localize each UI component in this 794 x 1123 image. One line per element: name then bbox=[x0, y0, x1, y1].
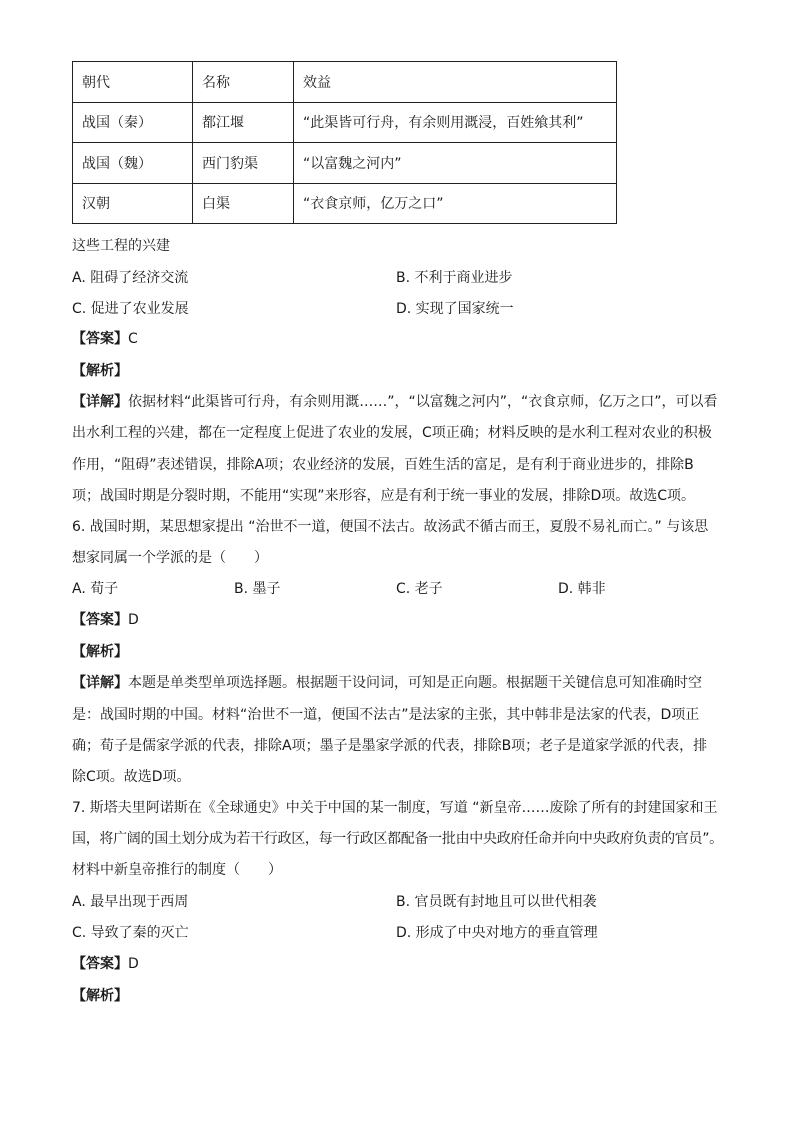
answer-value: D bbox=[128, 612, 139, 628]
q6-option-c: C. 老子 bbox=[396, 581, 443, 597]
q6-analysis-label: 【解析】 bbox=[72, 644, 128, 660]
table-header-cell: 朝代 bbox=[73, 62, 193, 103]
answer-label: 【答案】 bbox=[72, 331, 128, 347]
answer-label: 【答案】 bbox=[72, 612, 128, 628]
table-header-cell: 名称 bbox=[193, 62, 294, 103]
detail-label: 【详解】 bbox=[72, 394, 128, 410]
q5-option-c: C. 促进了农业发展 bbox=[72, 301, 189, 317]
q5-detail-line: 作用，“阻碍”表述错误，排除A项；农业经济的发展，百姓生活的富足，是有利于商业进步的，排除B bbox=[72, 457, 694, 473]
q7-analysis-label: 【解析】 bbox=[72, 988, 128, 1004]
q5-stem: 这些工程的兴建 bbox=[72, 238, 170, 254]
q6-detail-line: 是：战国时期的中国。材料“治世不一道，便国不法古”是法家的主张，其中韩非是法家的代表，D项正 bbox=[72, 707, 700, 723]
q5-analysis-label: 【解析】 bbox=[72, 363, 128, 379]
detail-label: 【详解】 bbox=[72, 675, 128, 691]
table-cell: 汉朝 bbox=[73, 183, 193, 224]
answer-value: D bbox=[128, 956, 139, 972]
q7-stem-line: 7. 斯塔夫里阿诺斯在《全球通史》中关于中国的某一制度，写道 “新皇帝……废除了所有的封建国家和王 bbox=[72, 800, 718, 816]
table-cell: 战国（魏） bbox=[73, 143, 193, 184]
q6-option-a: A. 荀子 bbox=[72, 581, 119, 597]
q5-detail-line: 出水利工程的兴建，都在一定程度上促进了农业的发展，C项正确；材料反映的是水利工程对农业的积极 bbox=[72, 425, 712, 441]
q7-stem-line: 国，将广阔的国土划分成为若干行政区，每一行政区都配备一批由中央政府任命并向中央政府负责的官员”。 bbox=[72, 831, 723, 847]
q6-detail-line bbox=[72, 673, 702, 693]
q6-detail-line: 确；荀子是儒家学派的代表，排除A项；墨子是墨家学派的代表，排除B项；老子是道家学派的代表，排 bbox=[72, 738, 708, 754]
q6-answer bbox=[72, 610, 139, 630]
table-cell: “此渠皆可行舟，有余则用溉浸，百姓飨其利” bbox=[294, 102, 617, 143]
table-cell: 西门豹渠 bbox=[193, 143, 294, 184]
q5-option-a: A. 阻碍了经济交流 bbox=[72, 270, 189, 286]
table-cell: 都江堰 bbox=[193, 102, 294, 143]
q7-stem-line: 材料中新皇帝推行的制度（ ） bbox=[72, 862, 282, 878]
answer-label: 【答案】 bbox=[72, 956, 128, 972]
table-row bbox=[73, 143, 617, 184]
q7-option-a: A. 最早出现于西周 bbox=[72, 894, 189, 910]
q6-stem-line: 想家同属一个学派的是（ ） bbox=[72, 550, 268, 566]
table-cell: “以富魏之河内” bbox=[294, 143, 617, 184]
q5-option-b: B. 不利于商业进步 bbox=[396, 270, 513, 286]
answer-value: C bbox=[128, 331, 138, 347]
q6-detail-line: 除C项。故选D项。 bbox=[72, 769, 191, 785]
q5-answer bbox=[72, 329, 138, 349]
q7-option-d: D. 形成了中央对地方的垂直管理 bbox=[396, 925, 598, 941]
table-row bbox=[73, 102, 617, 143]
q7-option-c: C. 导致了秦的灭亡 bbox=[72, 925, 189, 941]
q7-option-b: B. 官员既有封地且可以世代相袭 bbox=[396, 894, 597, 910]
q7-answer bbox=[72, 954, 139, 974]
q5-option-d: D. 实现了国家统一 bbox=[396, 301, 514, 317]
table-row bbox=[73, 183, 617, 224]
irrigation-table bbox=[72, 61, 617, 224]
q6-stem-line: 6. 战国时期，某思想家提出 “治世不一道，便国不法古。故汤武不循古而王，夏殷不易礼而亡。” 与该思 bbox=[72, 519, 709, 535]
q5-detail-line: 项；战国时期是分裂时期，不能用“实现”来形容，应是有利于统一事业的发展，排除D项。故选C项。 bbox=[72, 488, 696, 504]
table-cell: 白渠 bbox=[193, 183, 294, 224]
table-header-cell: 效益 bbox=[294, 62, 617, 103]
q6-option-b: B. 墨子 bbox=[234, 581, 281, 597]
detail-text: 本题是单类型单项选择题。根据题干设问词，可知是正向题。根据题干关键信息可知准确时空 bbox=[128, 675, 702, 691]
table-cell: “衣食京师，亿万之口” bbox=[294, 183, 617, 224]
q5-detail-line bbox=[72, 392, 718, 412]
q6-option-d: D. 韩非 bbox=[558, 581, 606, 597]
detail-text: 依据材料“此渠皆可行舟，有余则用溉……”，“以富魏之河内”，“衣食京师，亿万之口”，可以看 bbox=[128, 394, 718, 410]
table-header-row bbox=[73, 62, 617, 103]
table-cell: 战国（秦） bbox=[73, 102, 193, 143]
